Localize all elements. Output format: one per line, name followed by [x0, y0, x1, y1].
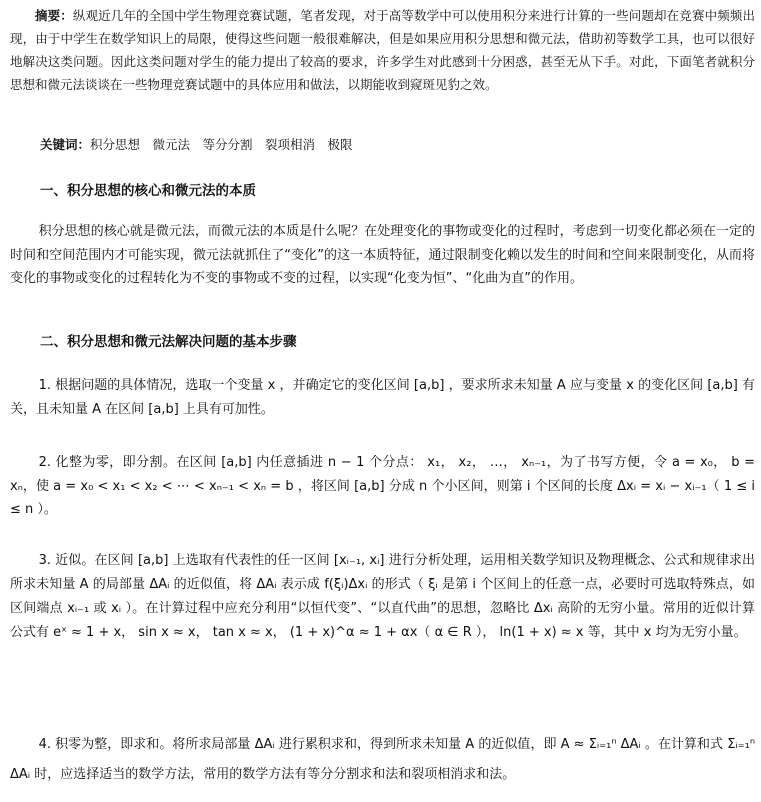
abstract-label: 摘要：	[35, 8, 73, 23]
step-3: 3. 近似。在区间 [a,b] 上选取有代表性的任一区间 [xᵢ₋₁, xᵢ] 进行分析处理，运用相关数学知识及物理概念、公式和规律求出所求未知量 A 的局部量 ΔAᵢ 的近似值，将 ΔAᵢ 表示成 f(ξᵢ)Δxᵢ 的形式（ ξᵢ 是第 i 个区间上的任意一点，必要时可选取特殊点，如区间端点 xᵢ₋₁ 或 xᵢ ）。在计算过程中应充分利用“以恒代变”、“以直代曲”的思想，忽略比 Δxᵢ 高阶的无穷小量。常用的近似计算公式有 eˣ ≈ 1 + x， sin x ≈ x， tan x ≈ x， (1 + x)^α ≈ 1 + αx（ α ∈ R ）， ln(1 + x) ≈ x 等，其中 x 均为无穷小量。	[10, 553, 755, 640]
step-1: 1. 根据问题的具体情况，选取一个变量 x ，并确定它的变化区间 [a,b] ，要求所求未知量 A 应与变量 x 的变化区间 [a,b] 有关，且未知量 A 在区间 [a,b] 上具有可加性。	[10, 378, 755, 417]
step-2: 2. 化整为零，即分割。在区间 [a,b] 内任意插进 n − 1 个分点： x₁， x₂， …， xₙ₋₁，为了书写方便，令 a = x₀， b = xₙ，使 a = x₀ < x₁ < x₂ < ⋯ < xₙ₋₁ < xₙ = b ，将区间 [a,b] 分成 n 个小区间，则第 i 个区间的长度 Δxᵢ = xᵢ − xᵢ₋₁（ 1 ≤ i ≤ n ）。	[10, 455, 755, 517]
abstract	[10, 4, 755, 96]
abstract-text: 纵观近几年的全国中学生物理竞赛试题，笔者发现，对于高等数学中可以使用积分来进行计算的一些问题却在竞赛中频频出现，由于中学生在数学知识上的局限，使得这些问题一般很难解决，但是如果应用积分思想和微元法，借助初等数学工具，也可以很好地解决这类问题。因此这类问题对学生的能力提出了较高的要求，许多学生对此感到十分困惑，甚至无从下手。对此，下面笔者就积分思想和微元法谈谈在一些物理竞赛试题中的具体应用和做法，以期能收到窥斑见豹之效。	[10, 8, 755, 92]
section-heading-2: 二、积分思想和微元法解决问题的基本步骤	[40, 334, 297, 350]
keywords	[40, 134, 740, 156]
section-heading-1: 一、积分思想的核心和微元法的本质	[40, 183, 256, 199]
keywords-label: 关键词：	[40, 137, 91, 152]
section-1-paragraph: 积分思想的核心就是微元法，而微元法的本质是什么呢？在处理变化的事物或变化的过程时，考虑到一切变化都必须在一定的时间和空间范围内才可能实现，微元法就抓住了“变化”的这一本质特征，通过限制变化赖以发生的时间和空间来限制变化，从而将变化的事物或变化的过程转化为不变的事物或不变的过程，以实现“化变为恒”、“化曲为直”的作用。	[10, 224, 755, 286]
keywords-text: 积分思想 微元法 等分分割 裂项相消 极限	[90, 137, 353, 152]
step-4: 4. 积零为整，即求和。将所求局部量 ΔAᵢ 进行累积求和，得到所求未知量 A 的近似值，即 A ≈ Σᵢ₌₁ⁿ ΔAᵢ 。在计算和式 Σᵢ₌₁ⁿ ΔAᵢ 时，应选择适当的数学方法，常用的数学方法有等分分割求和法和裂项相消求和法。	[10, 737, 755, 782]
